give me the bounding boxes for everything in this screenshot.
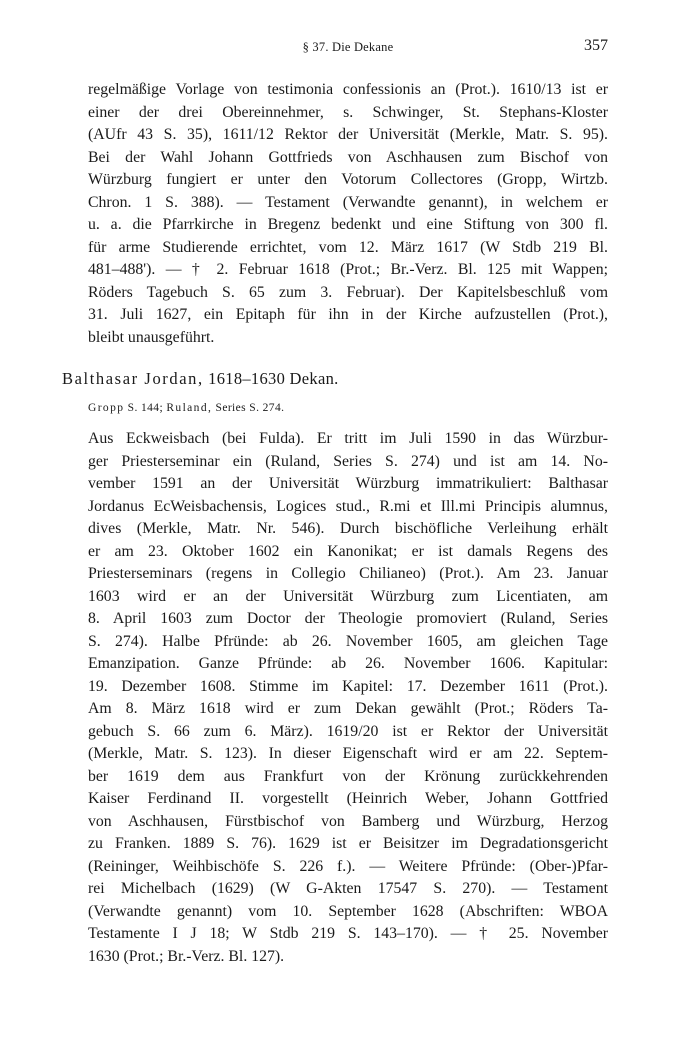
text-line: für arme Studierende errichtet, vom 12. März 1617 (W Stdb 219 Bl. [88,238,608,256]
text-line: Chron. 1 S. 388). — Testament (Verwandte genannt), in welchem er [88,193,608,211]
source-author: Gropp [88,402,125,414]
text-line: Jordanus EcWeisbachensis, Logices stud., R.mi et Ill.mi Principis alumnus, [88,497,608,515]
entry-heading [62,369,339,389]
biography-paragraph [88,428,608,968]
text-line: Am 8. März 1618 wird er zum Dekan gewählt (Prot.; Röders Ta- [88,700,608,717]
source-text: Series S. 274. [212,402,285,414]
source-author: Ruland, [166,402,213,414]
text-line: Röders Tagebuch S. 65 zum 3. Februar). Der Kapitelsbeschluß vom [88,283,608,301]
text-line: Aus Eckweisbach (bei Fulda). Er tritt im Juli 1590 in das Würzbur- [88,430,608,447]
text-line: rei Michelbach (1629) (W G-Akten 17547 S. 270). — Testament [88,880,608,897]
text-line: (Merkle, Matr. S. 123). In dieser Eigenschaft wird er am 22. Septem- [88,745,608,762]
text-line: S. 274). Halbe Pfründe: ab 26. November 1605, am gleichen Tage [88,632,608,650]
source-text: S. 144; [124,402,167,414]
text-line: zu Franken. 1889 S. 76). 1629 ist er Beisitzer im Degradationsgericht [88,835,608,852]
text-line: von Aschhausen, Fürstbischof von Bamberg und Würzburg, Herzog [88,812,608,830]
text-line: vember 1591 an der Universität Würzburg immatrikuliert: Balthasar [88,475,608,492]
page-number: 357 [584,37,608,54]
text-line: Priesterseminars (regens in Collegio Chilianeo) (Prot.). Am 23. Januar [88,565,608,582]
text-line: ger Priesterseminar ein (Ruland, Series S. 274) und ist am 14. No- [88,452,608,470]
text-line: bleibt unausgeführt. [88,328,215,346]
text-line: 1603 wird er an der Universität Würzburg zum Licentiaten, am [88,587,608,605]
text-line: Emanzipation. Ganze Pfründe: ab 26. November 1606. Kapitular: [88,655,608,672]
text-line: u. a. die Pfarrkirche in Bregenz bedenkt und eine Stiftung von 300 fl. [88,216,608,233]
text-line: einer der drei Obereinnehmer, s. Schwinger, St. Stephans-Kloster [88,103,608,121]
text-line: regelmäßige Vorlage von testimonia confessionis an (Prot.). 1610/13 ist er [88,81,608,98]
entry-title: 1618–1630 Dekan. [203,369,339,388]
text-line: (Reininger, Weihbischöfe S. 226 f.). — Weitere Pfründe: (Ober-)Pfar- [88,857,608,875]
source-references [88,402,284,414]
text-line: er am 23. Oktober 1602 ein Kanonikat; er ist damals Regens des [88,542,608,560]
running-head [88,37,608,60]
text-line: Testamente I J 18; W Stdb 219 S. 143–170). — † 25. November [88,925,608,942]
text-line: Würzburg fungiert er unter den Votorum Collectores (Gropp, Wirtzb. [88,171,608,188]
text-line: 31. Juli 1627, ein Epitaph für ihn in der Kirche aufzustellen (Prot.), [88,306,608,323]
text-line: (Verwandte genannt) vom 10. September 1628 (Abschriften: WBOA [88,902,608,920]
entry-name: Balthasar Jordan, [62,369,204,388]
text-line: 8. April 1603 zum Doctor der Theologie promoviert (Ruland, Series [88,610,608,627]
text-line: dives (Merkle, Matr. Nr. 546). Durch bischöfliche Verleihung erhält [88,520,608,537]
text-line: gebuch S. 66 zum 6. März). 1619/20 ist er Rektor der Universität [88,722,608,740]
text-line: (AUfr 43 S. 35), 1611/12 Rektor der Universität (Merkle, Matr. S. 95). [88,126,608,143]
text-line: 1630 (Prot.; Br.-Verz. Bl. 127). [88,947,285,965]
text-line: 19. Dezember 1608. Stimme im Kapitel: 17. Dezember 1611 (Prot.). [88,677,608,695]
section-title: § 37. Die Dekane [302,40,394,54]
text-line: ber 1619 dem aus Frankfurt von der Krönung zurückkehrenden [88,767,608,785]
text-line: 481–488'). — † 2. Februar 1618 (Prot.; Br.-Verz. Bl. 125 mit Wappen; [88,261,608,278]
paragraph-continued [88,79,608,349]
text-line: Kaiser Ferdinand II. vorgestellt (Heinrich Weber, Johann Gottfried [88,790,608,807]
text-line: Bei der Wahl Johann Gottfrieds von Aschhausen zum Bischof von [88,148,608,166]
